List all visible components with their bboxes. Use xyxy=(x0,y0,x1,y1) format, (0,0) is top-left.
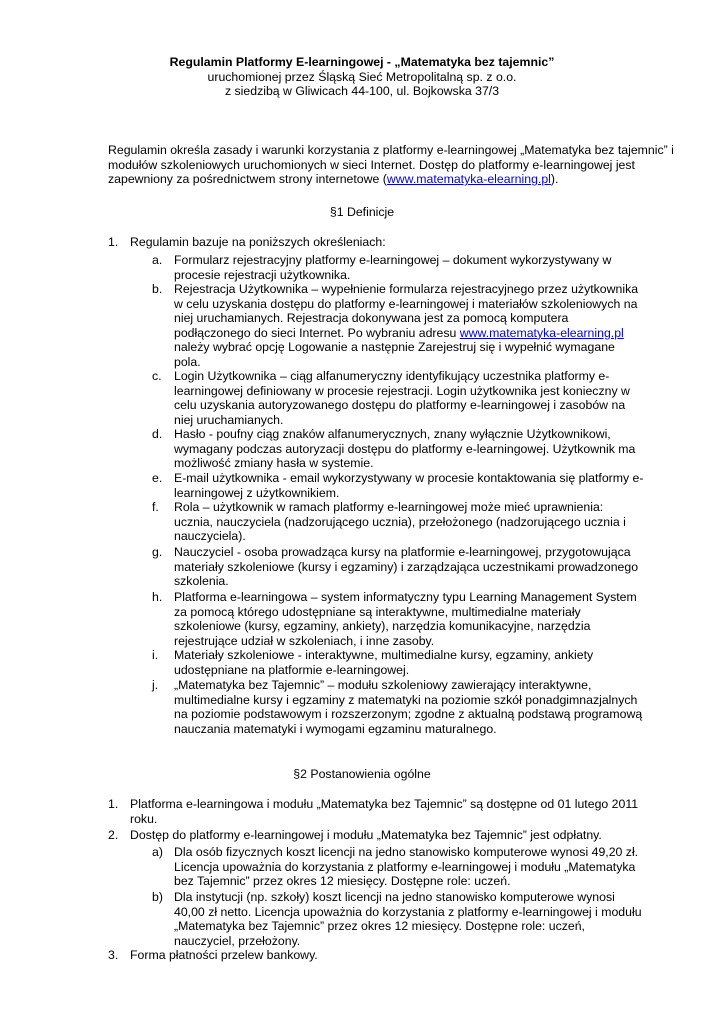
item-text: Dla instytucji (np. szkoły) koszt licencji na jedno stanowisko komputerowe wynosi 40,00 zł netto. Licencja upoważnia do korzystania z platformy e-learningowej i modułu „Matematyka bez Tajemnic” przez okres 12 miesięcy. Dostępne role: uczeń, nauczyciel, przełożony. xyxy=(174,890,642,948)
s2-point-3-number: 3. xyxy=(108,948,119,962)
item-label: g. xyxy=(152,545,163,559)
item-text: Login Użytkownika – ciąg alfanumeryczny identyfikujący uczestnika platformy e-learningowej definiowany w procesie rejestracji. Login użytkownika jest konieczny w celu uzyskania autoryzowanego dostępu do platformy e-learningowej i zasobów na niej uruchamianych. xyxy=(174,369,630,427)
intro-paragraph xyxy=(108,143,676,187)
item-label: b) xyxy=(152,890,163,904)
item-label: h. xyxy=(152,590,163,604)
item-label: c. xyxy=(152,369,162,383)
header-line-3: z siedzibą w Gliwicach 44-100, ul. Bojkowska 37/3 xyxy=(224,84,500,99)
document-title: Regulamin Platformy E-learningowej - „Matematyka bez tajemnic” xyxy=(169,55,555,69)
item-label: b. xyxy=(152,282,163,296)
intro-link[interactable]: www.matematyka-elearning.pl xyxy=(386,172,551,187)
document-header xyxy=(0,55,724,99)
item-label: a. xyxy=(152,253,163,267)
s1-point-1-text: Regulamin bazuje na poniższych określeniach: xyxy=(130,235,386,249)
header-line-2: uruchomionej przez Śląską Sieć Metropolitalną sp. z o.o. xyxy=(207,69,517,84)
item-label: f. xyxy=(152,500,159,514)
s2-point-1-text: Platforma e-learningowa i modułu „Matematyka bez Tajemnic” są dostępne od 01 lutego 2011 roku. xyxy=(130,797,639,826)
section2-heading: §2 Postanowienia ogólne xyxy=(293,767,431,781)
s1-point-1-number: 1. xyxy=(108,235,119,249)
item-text: Hasło - poufny ciąg znaków alfanumerycznych, znany wyłącznie Użytkownikowi, wymagany podczas autoryzacji dostępu do platformy e-learningowej. Użytkownik ma możliwość zmiany hasła w systemie. xyxy=(174,427,636,471)
item-text: Rola – użytkownik w ramach platformy e-learningowej może mieć uprawnienia: ucznia, nauczyciela (nadzorującego ucznia), przełożonego (nadzorującego ucznia i nauczyciela). xyxy=(174,500,626,544)
item-label: i. xyxy=(152,648,159,662)
item-label: j. xyxy=(152,678,159,692)
section1-heading: §1 Definicje xyxy=(329,205,395,219)
item-text: E-mail użytkownika - email wykorzystywany w procesie kontaktowania się platformy e-learningowej z użytkownikiem. xyxy=(174,471,644,500)
intro-text: Regulamin określa zasady i warunki korzystania z platformy e-learningowej „Matematyka bez tajemnic” i modułów szkoleniowych uruchomionych w sieci Internet. Dostęp do platformy e-learningowej jest zapewniony za pośrednictwem strony internetowe ( xyxy=(108,143,674,187)
item-label: e. xyxy=(152,471,163,485)
intro-text-end: ). xyxy=(550,172,559,187)
item-label: d. xyxy=(152,427,163,441)
item-text-part: Rejestracja Użytkownika – wypełnienie formularza rejestracyjnego przez użytkownika w celu uzyskania dostępu do platformy e-learningowej i materiałów szkoleniowych na niej uruchamianych. Rejestracja dokonywana jest za pomocą komputera podłączonego do sieci Internet. Po wybraniu adresu xyxy=(174,282,639,340)
s2-point-3-text: Forma płatności przelew bankowy. xyxy=(130,948,318,962)
item-text xyxy=(174,282,644,370)
s2-point-2-text: Dostęp do platformy e-learningowej i modułu „Matematyka bez Tajemnic” jest odpłatny. xyxy=(130,828,602,842)
item-text: Materiały szkoleniowe - interaktywne, multimedialne kursy, egzaminy, ankiety udostępniane na platformie e-learningowej. xyxy=(174,648,594,677)
s2-point-2-number: 2. xyxy=(108,828,119,842)
item-text: Dla osób fizycznych koszt licencji na jedno stanowisko komputerowe wynosi 49,20 zł. Licencja upoważnia do korzystania z platformy e-learningowej i modułu „Matematyka bez Tajemnic” przez okres 12 miesięcy. Dostępne role: uczeń. xyxy=(174,845,639,889)
s2-point-1-number: 1. xyxy=(108,797,119,811)
item-text: Formularz rejestracyjny platformy e-learningowej – dokument wykorzystywany w procesie rejestracji użytkownika. xyxy=(174,253,612,282)
item-b-link[interactable]: www.matematyka-elearning.pl xyxy=(459,325,624,340)
item-text: Nauczyciel - osoba prowadząca kursy na platformie e-learningowej, przygotowująca materiały szkoleniowe (kursy i egzaminy) i zarządzająca uczestnikami prowadzonego szkolenia. xyxy=(174,545,639,589)
item-text: Platforma e-learningowa – system informatyczny typu Learning Management System za pomocą którego udostępniane są interaktywne, multimedialne materiały szkoleniowe (kursy, egzaminy, ankiety), narzędzia komunikacyjne, narzędzia rejestrujące udział w szkoleniach, i inne zasoby. xyxy=(174,590,637,648)
item-label: a) xyxy=(152,845,163,859)
item-text: „Matematyka bez Tajemnic” – modułu szkoleniowy zawierający interaktywne, multimedialne kursy i egzaminy z matematyki na poziomie szkół ponadgimnazjalnych na poziomie podstawowym i rozszerzonym; zgodne z aktualną podstawą programową nauczania matematyki i wymogami egzaminu maturalnego. xyxy=(174,678,643,736)
item-text-part-end: należy wybrać opcję Logowanie a następnie Zarejestruj się i wypełnić wymagane pola. xyxy=(174,340,615,369)
